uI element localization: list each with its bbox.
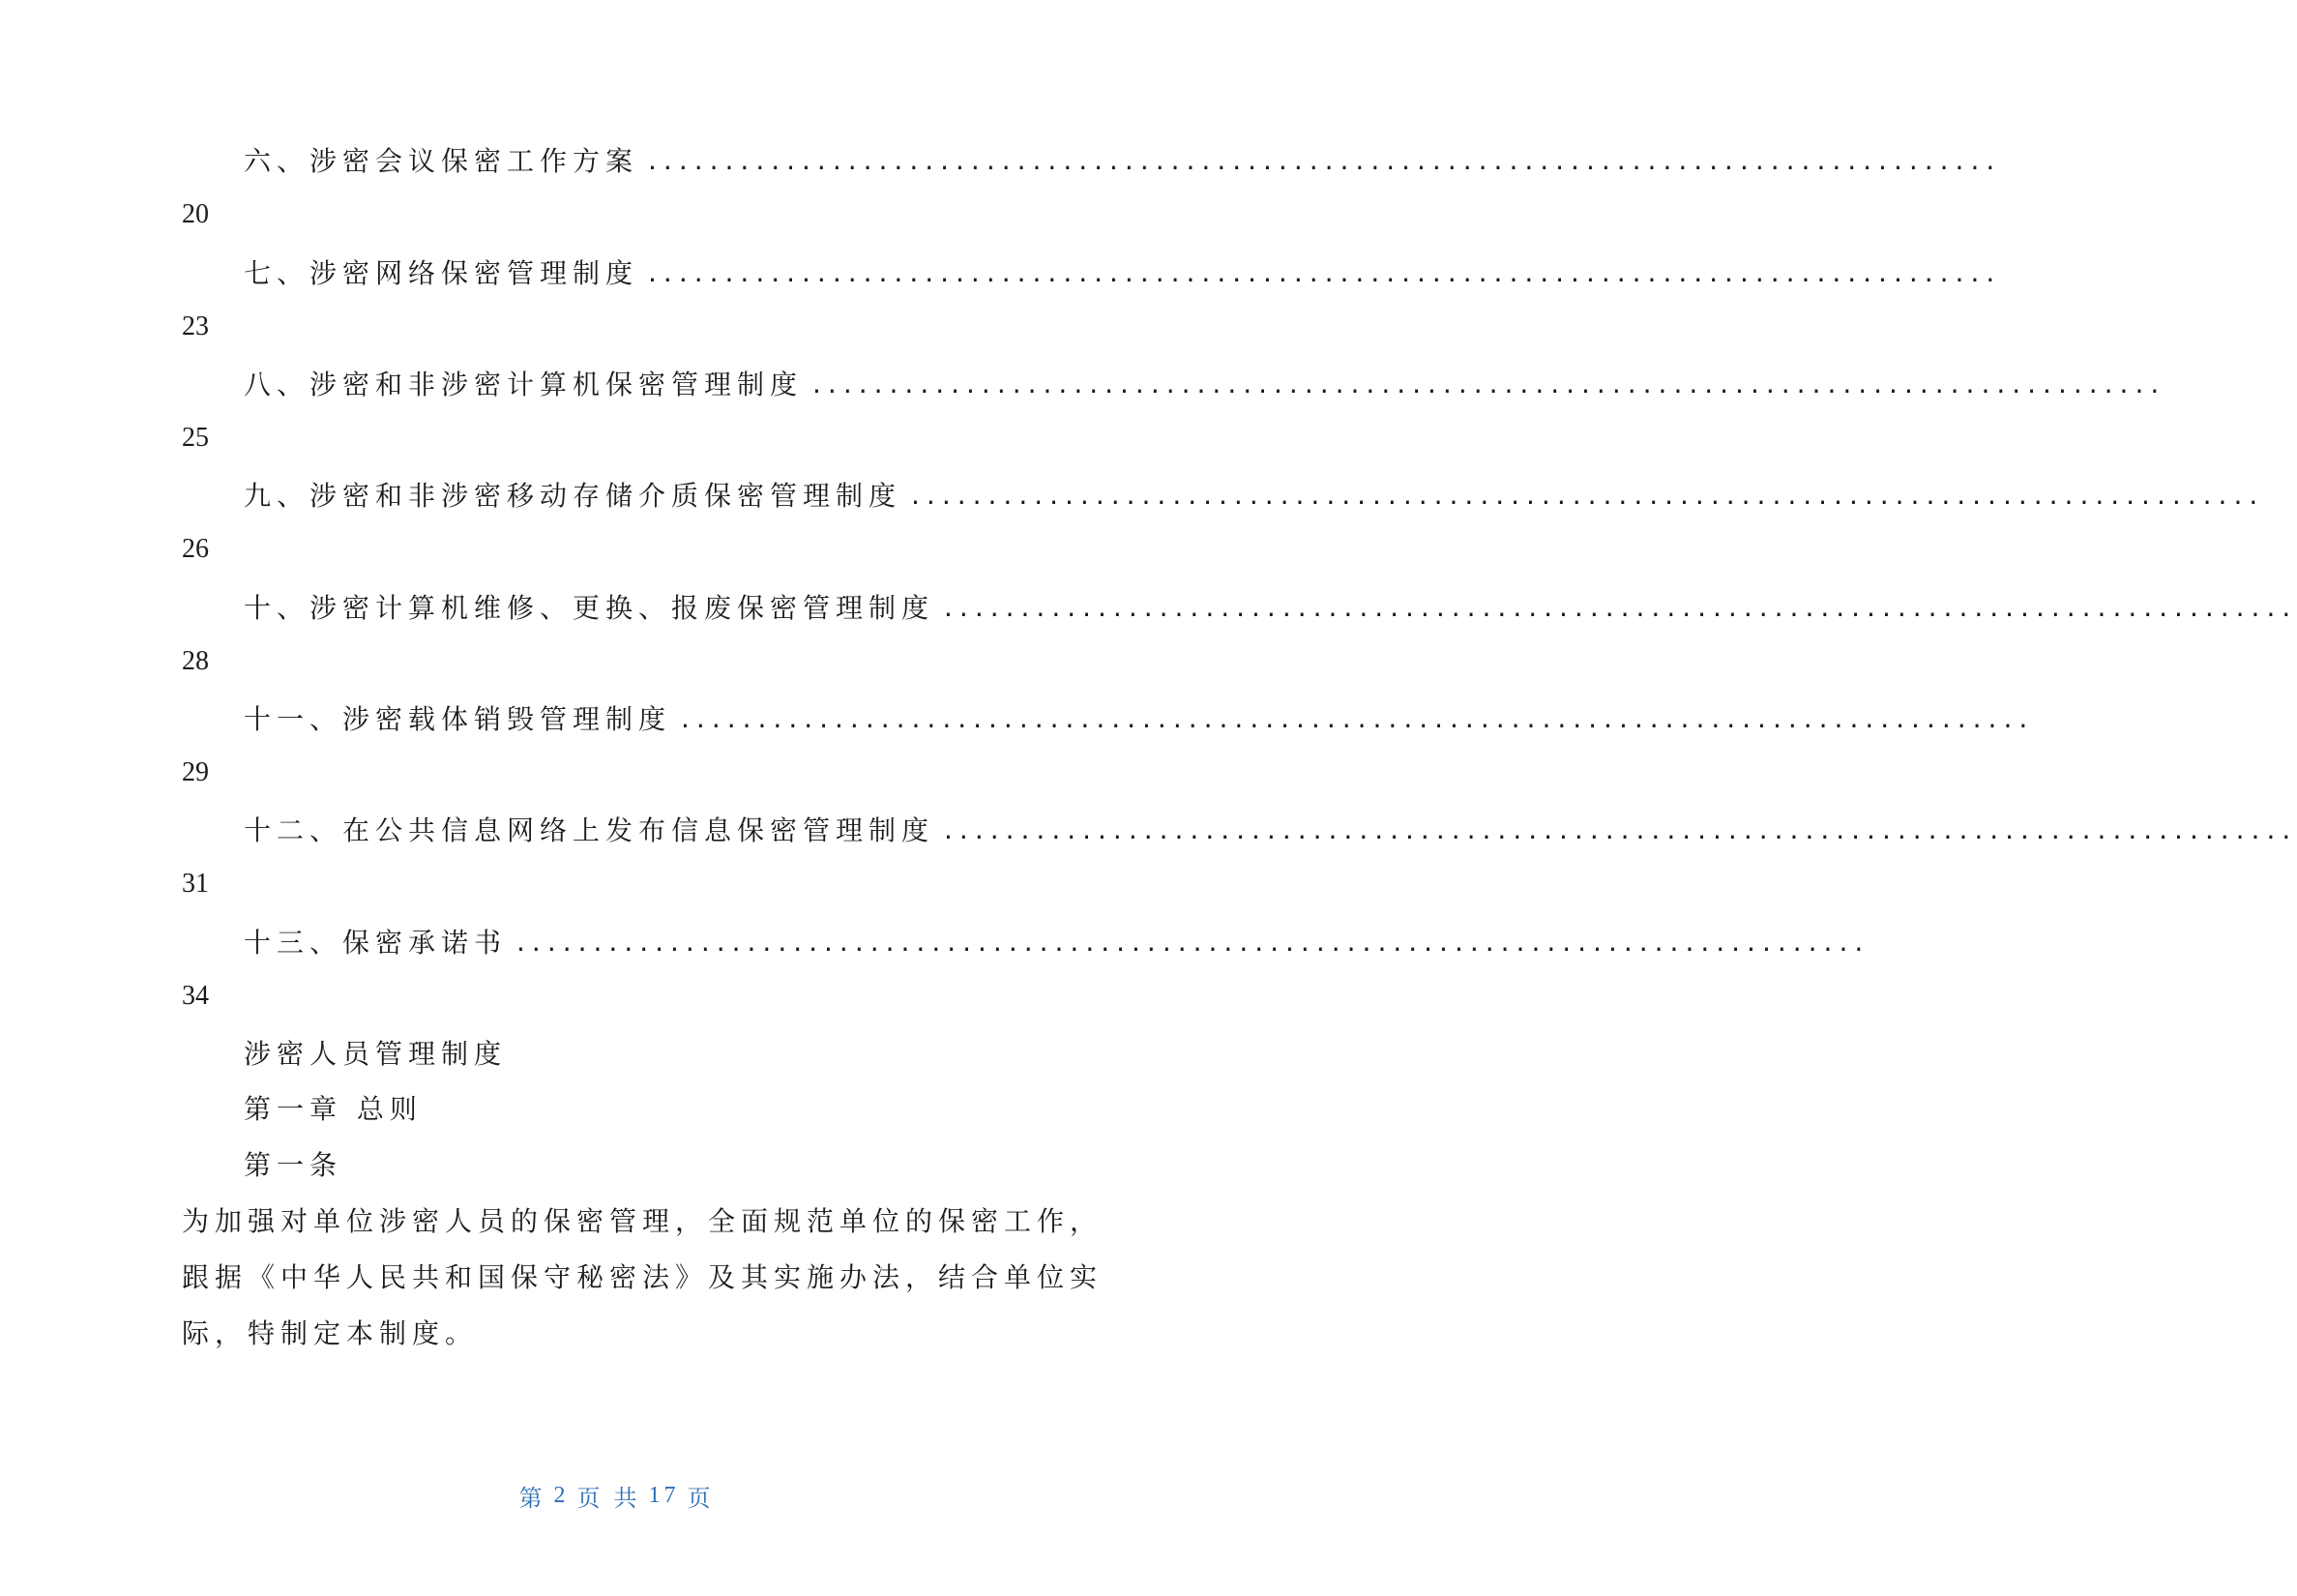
toc-entry-title: 十三、保密承诺书 bbox=[244, 927, 508, 959]
toc-page-number: 28 bbox=[182, 646, 209, 676]
toc-leader-dots: ........................................................................................ bbox=[516, 925, 1870, 958]
toc-page-number: 29 bbox=[182, 757, 209, 787]
toc-entry[interactable] bbox=[244, 587, 2297, 626]
toc-leader-dots: ........................................................................................ bbox=[812, 367, 2166, 399]
toc-entry-title: 十、涉密计算机维修、更换、报废保密管理制度 bbox=[244, 592, 935, 624]
chapter-heading: 第一章 总则 bbox=[244, 1093, 423, 1125]
toc-entry-title: 十一、涉密载体销毁管理制度 bbox=[244, 703, 672, 735]
toc-page-number: 34 bbox=[182, 981, 209, 1011]
paragraph-line: 际，特制定本制度。 bbox=[182, 1317, 479, 1349]
paragraph-line: 跟据《中华人民共和国保守秘密法》及其实施办法，结合单位实 bbox=[182, 1261, 1104, 1293]
page-footer bbox=[0, 1478, 1233, 1513]
toc-page-number: 26 bbox=[182, 534, 209, 564]
toc-entry[interactable] bbox=[244, 810, 2297, 848]
toc-entry[interactable] bbox=[244, 140, 2002, 179]
toc-entry-title: 十二、在公共信息网络上发布信息保密管理制度 bbox=[244, 814, 935, 846]
toc-page-number: 23 bbox=[182, 311, 209, 341]
toc-leader-dots: ........................................................................................ bbox=[648, 255, 2002, 288]
toc-page-number: 20 bbox=[182, 199, 209, 229]
toc-leader-dots: ........................................................................................ bbox=[648, 143, 2002, 176]
toc-entry[interactable] bbox=[244, 475, 2265, 514]
toc-leader-dots: ........................................................................................ bbox=[681, 701, 2035, 734]
article-heading: 第一条 bbox=[244, 1149, 343, 1181]
toc-leader-dots: ........................................................................................ bbox=[944, 813, 2297, 845]
footer-prefix: 第 bbox=[518, 1486, 546, 1512]
toc-entry-title: 八、涉密和非涉密计算机保密管理制度 bbox=[244, 369, 804, 400]
toc-leader-dots: ........................................................................................ bbox=[944, 590, 2297, 623]
toc-entry-title: 九、涉密和非涉密移动存储介质保密管理制度 bbox=[244, 480, 902, 512]
toc-entry[interactable] bbox=[244, 252, 2002, 291]
footer-current-page: 2 bbox=[553, 1482, 570, 1508]
paragraph-line: 为加强对单位涉密人员的保密管理，全面规范单位的保密工作， bbox=[182, 1205, 1104, 1237]
section-title: 涉密人员管理制度 bbox=[244, 1038, 508, 1070]
toc-entry-title: 六、涉密会议保密工作方案 bbox=[244, 145, 639, 177]
toc-page-number: 31 bbox=[182, 869, 209, 899]
toc-entry[interactable] bbox=[244, 698, 2035, 737]
footer-total-pages: 17 bbox=[648, 1482, 680, 1508]
footer-middle: 页 共 bbox=[576, 1486, 641, 1512]
footer-suffix: 页 bbox=[687, 1486, 715, 1512]
toc-entry[interactable] bbox=[244, 364, 2166, 402]
toc-leader-dots: ........................................................................................ bbox=[911, 478, 2265, 511]
toc-entry[interactable] bbox=[244, 922, 1870, 961]
toc-entry-title: 七、涉密网络保密管理制度 bbox=[244, 257, 639, 289]
toc-page-number: 25 bbox=[182, 423, 209, 453]
body-paragraph bbox=[182, 1192, 1104, 1360]
